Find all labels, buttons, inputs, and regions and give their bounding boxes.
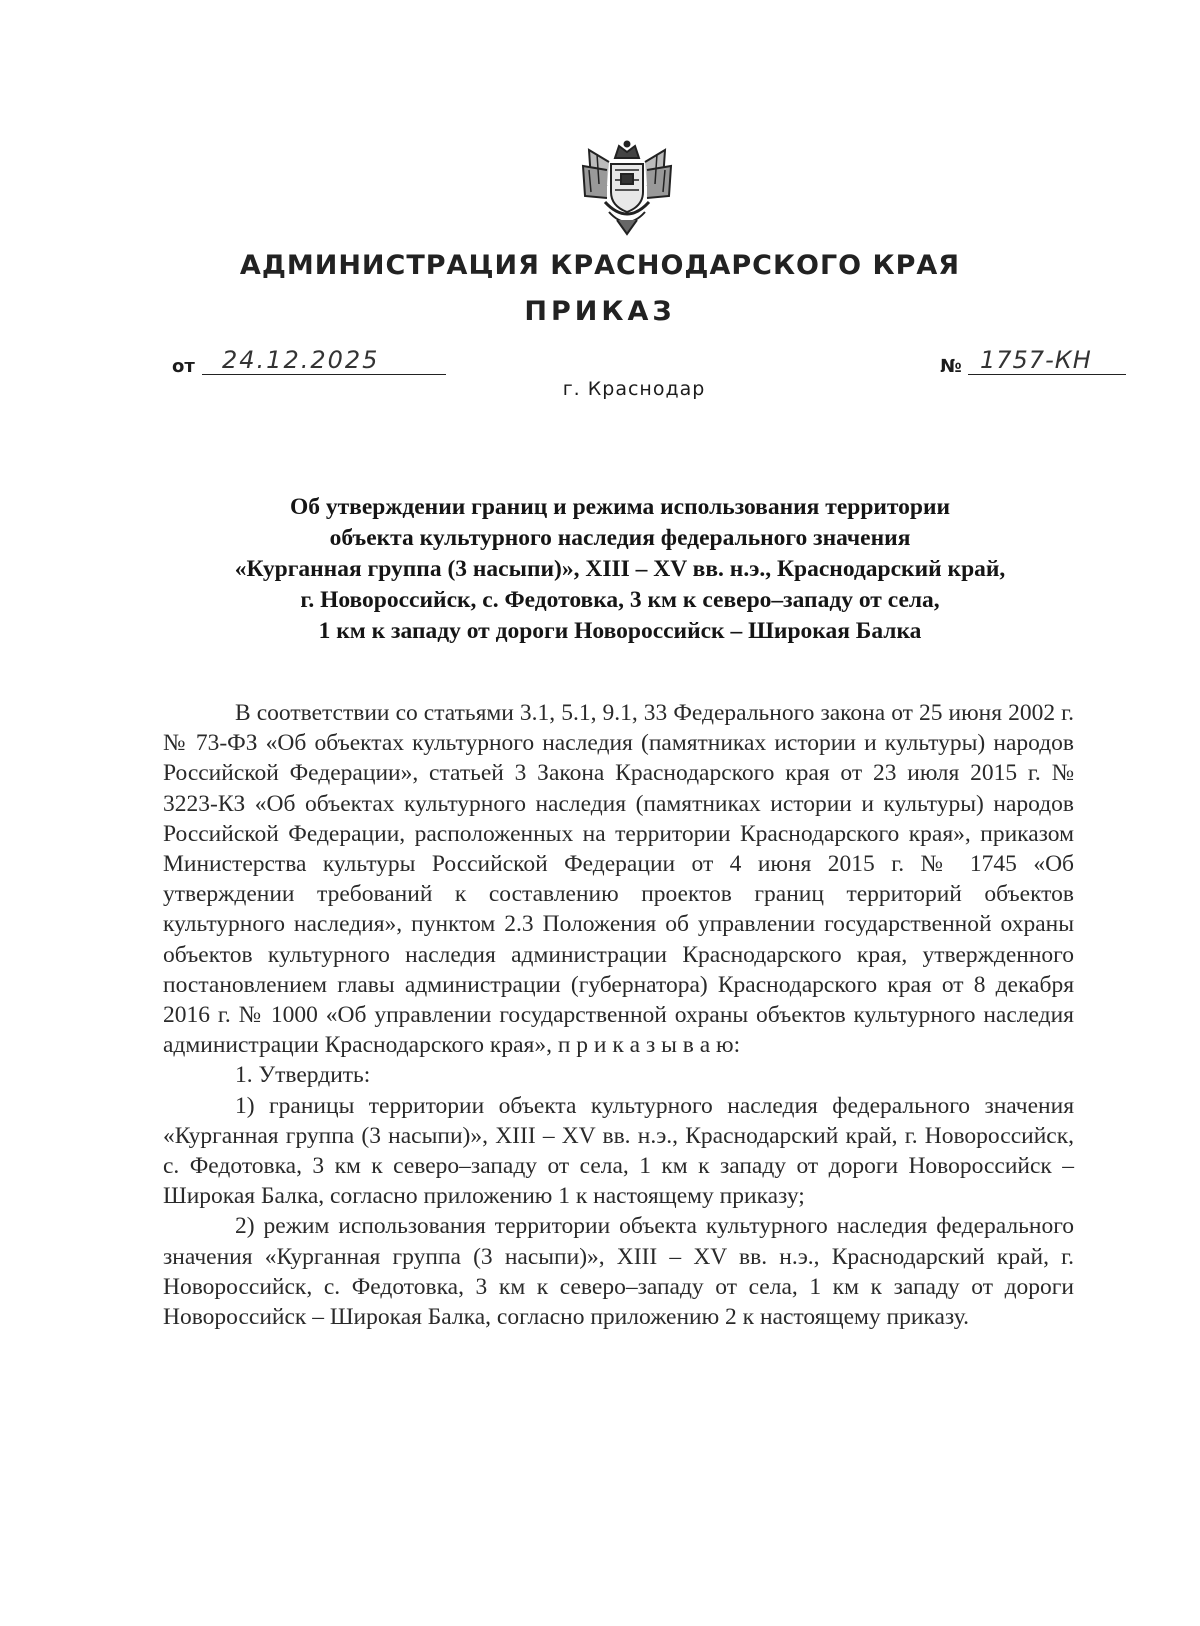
item-1-1: 1) границы территории объекта культурного наследия федерального значения «Курганная группа (3 насыпи)», XIII – XV вв. н.э., Краснодарский край, г. Новороссийск, с. Федотовка, 3 км к северо–западу от села, 1 км к западу от дороги Новороссийск – Широкая Балка, согласно приложению 1 к настоящему приказу; (163, 1092, 1074, 1210)
date-prefix: от (172, 356, 195, 377)
date-value: 24.12.2025 (222, 346, 380, 374)
title-line: «Курганная группа (3 насыпи)», XIII – XV вв. н.э., Краснодарский край, (234, 556, 1006, 582)
document-type: ПРИКАЗ (524, 296, 676, 327)
document-title (160, 492, 1080, 647)
title-line: г. Новороссийск, с. Федотовка, 3 км к северо–западу от села, (300, 587, 940, 613)
number-value: 1757-КН (980, 346, 1092, 374)
preamble-paragraph: В соответствии со статьями 3.1, 5.1, 9.1, 33 Федерального закона от 25 июня 2002 г. № 73-ФЗ «Об объектах культурного наследия (памятниках истории и культуры) народов Российской Федерации», статьей 3 Закона Краснодарского края от 23 июля 2015 г. № 3223-КЗ «Об объектах культурного наследия (памятниках истории и культуры) народов Российской Федерации, расположенных на территории Краснодарского края», приказом Министерства культуры Российской Федерации от 4 июня 2015 г. № 1745 «Об утверждении требований к составлению проектов границ территорий объектов культурного наследия», пунктом 2.3 Положения об управлении государственной охраны объектов культурного наследия администрации Краснодарского края, утвержденного постановлением главы администрации (губернатора) Краснодарского края от 8 декабря 2016 г. № 1000 «Об управлении государственной охраны объектов культурного наследия администрации Краснодарского края», п р и к а з ы в а ю: (163, 700, 1074, 1059)
organization-name: АДМИНИСТРАЦИЯ КРАСНОДАРСКОГО КРАЯ (239, 250, 961, 281)
document-body (163, 698, 1074, 1332)
krasnodar-coat-of-arms-icon (577, 140, 677, 236)
date-underline (202, 374, 446, 375)
title-line: Об утверждении границ и режима использования территории (289, 494, 951, 520)
title-line: 1 км к западу от дороги Новороссийск – Широкая Балка (318, 618, 922, 644)
number-prefix: № (940, 356, 962, 377)
title-line: объекта культурного наследия федерального значения (329, 525, 911, 551)
number-underline (968, 374, 1126, 375)
item-1: 1. Утвердить: (235, 1062, 371, 1089)
city: г. Краснодар (562, 378, 706, 400)
item-1-2: 2) режим использования территории объекта культурного наследия федерального значения «Курганная группа (3 насыпи)», XIII – XV вв. н.э., Краснодарский край, г. Новороссийск, с. Федотовка, 3 км к северо–западу от села, 1 км к западу от дороги Новороссийск – Широкая Балка, согласно приложению 2 к настоящему приказу. (163, 1213, 1074, 1331)
